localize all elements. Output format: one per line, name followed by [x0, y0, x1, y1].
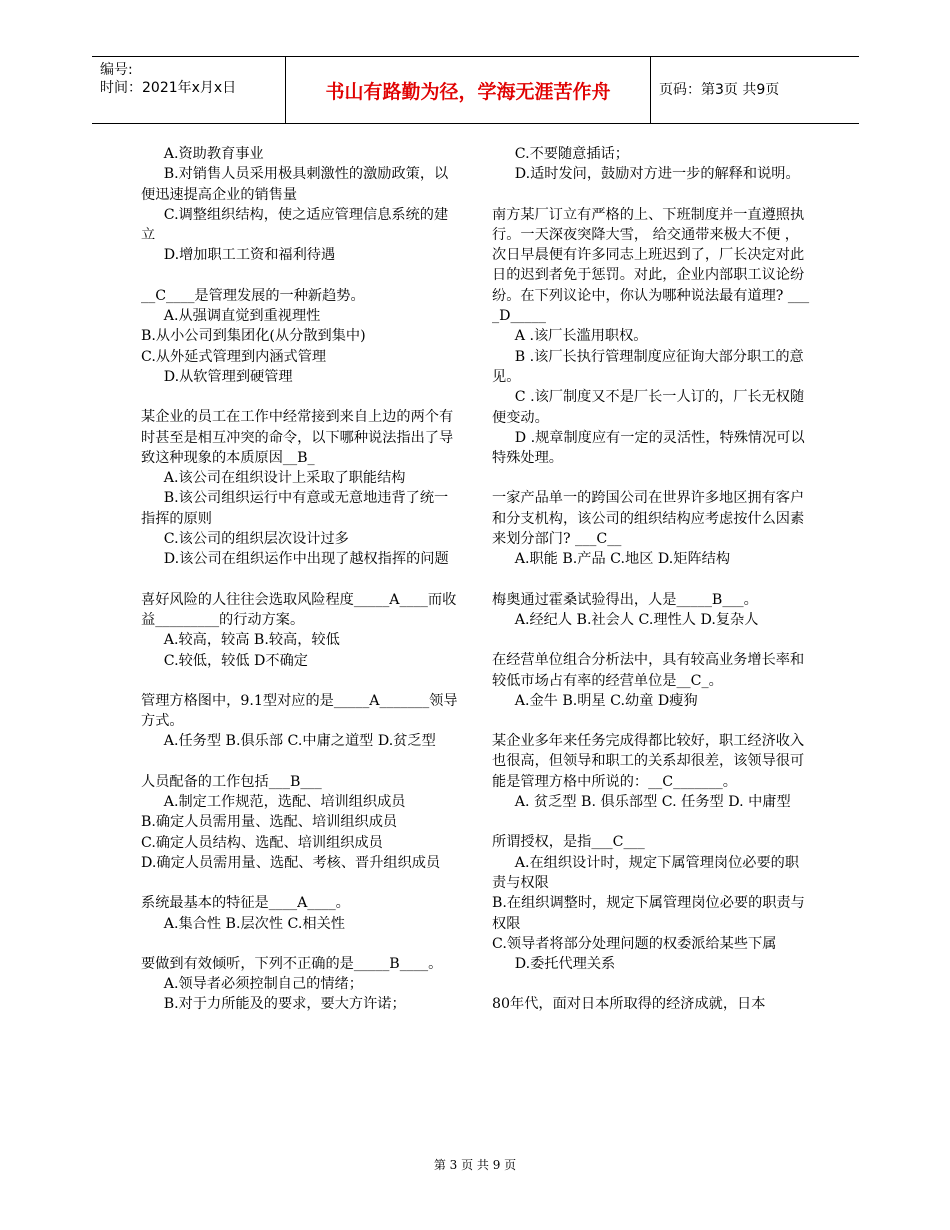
paragraph-gap — [141, 752, 459, 772]
text-line: A.职能 B.产品 C.地区 D.矩阵结构 — [514, 551, 731, 568]
header-page-number: 页码：第3页 共9页 — [659, 82, 780, 98]
header-divider — [650, 57, 651, 123]
text-line: A.在组织设计时，规定下属管理岗位必要的职责与权限 — [492, 854, 800, 891]
text-line: 某企业多年来任务完成得都比较好，职工经济收入也很高，但领导和职工的关系却很差，该领导很可能是管理方格中所说的：__C_______。 — [492, 733, 805, 790]
text-line: 80年代，面对日本所取得的经济成就，日本 — [492, 996, 766, 1013]
text-line: B.对销售人员采用极具刺激性的激励政策，以便迅速提高企业的销售量 — [141, 166, 449, 203]
text-line: 所谓授权，是指___C___ — [492, 834, 645, 851]
text-line: A.资助教育事业 — [163, 146, 264, 162]
text-line: A.领导者必须控制自己的情绪； — [163, 976, 363, 993]
text-line: A.较高，较高 B.较高，较低 — [163, 632, 340, 649]
paragraph-gap — [141, 873, 459, 893]
text-line: A.集合性 B.层次性 C.相关性 — [163, 915, 345, 932]
paragraph-gap — [492, 468, 812, 488]
text-line: B .该厂长执行管理制度应征询大部分职工的意见。 — [492, 348, 804, 385]
text-line: A .该厂长滥用职权。 — [514, 328, 648, 345]
text-line: 一家产品单一的跨国公司在世界许多地区拥有客户和分支机构，该公司的组织结构应考虑按什么因素来划分部门? ___C__ — [492, 490, 805, 548]
text-line: C.较低，较低 D不确定 — [163, 652, 308, 669]
text-line: B.在组织调整时，规定下属管理岗位必要的职责与权限 — [492, 895, 805, 932]
text-line: 南方某厂订立有严格的上、下班制度并一直遵照执行。一天深夜突降大雪， 给交通带来极大不便 ， 次日早晨便有许多同志上班迟到了，厂长决定对此日的迟到者免于惩罚。对此，企业内部职工议论纷纷。在下列议论中，你认为哪种说法最有道理? ____D_____ — [492, 206, 810, 325]
text-line: A.该公司在组织设计上采取了职能结构 — [163, 470, 406, 487]
text-line: B.从小公司到集团化(从分散到集中) — [141, 328, 366, 345]
header-motto: 书山有路勤为径，学海无涯苦作舟 — [325, 80, 611, 103]
text-line: 梅奥通过霍桑试验得出，人是_____B___。 — [492, 591, 758, 608]
text-line: 喜好风险的人往往会选取风险程度_____A____而收益_________的行动方案。 — [141, 591, 457, 628]
text-line: C.确定人员结构、选配、培训组织成员 — [141, 834, 383, 851]
text-line: 管理方格图中，9.1型对应的是_____A_______领导方式。 — [141, 692, 458, 730]
text-line: D.增加职工工资和福利待遇 — [163, 247, 336, 264]
text-line: C .该厂制度又不是厂长一人订的，厂长无权随便变动。 — [492, 389, 805, 426]
doc-time-label: 时间：2021年x月x日 — [100, 80, 237, 96]
text-line: A.制定工作规范，选配、培训组织成员 — [163, 794, 406, 811]
paragraph-gap — [492, 570, 812, 590]
paragraph-gap — [141, 266, 459, 286]
text-line: A.经纪人 B.社会人 C.理性人 D.复杂人 — [514, 611, 759, 628]
text-line: B.该公司组织运行中有意或无意地违背了统一指挥的原则 — [141, 490, 449, 527]
text-line: 某企业的员工在工作中经常接到来自上边的两个有时甚至是相互冲突的命令，以下哪种说法指出了导致这种现象的本质原因__B_ — [141, 409, 454, 466]
paragraph-gap — [492, 974, 812, 994]
text-line: __C____是管理发展的一种新趋势。 — [141, 287, 365, 304]
paragraph-gap — [492, 711, 812, 731]
text-line: 要做到有效倾听，下列不正确的是_____B____。 — [141, 955, 443, 972]
page-footer: 第 3 页 共 9 页 — [433, 1158, 517, 1172]
text-line: D.确定人员需用量、选配、考核、晋升组织成员 — [141, 854, 441, 871]
text-line: D.该公司在组织运作中出现了越权指挥的问题 — [163, 551, 449, 568]
paragraph-gap — [141, 934, 459, 954]
text-line: C.从外延式管理到内涵式管理 — [141, 348, 327, 365]
header-meta — [100, 61, 285, 97]
text-line: A.金牛 B.明星 C.幼童 D瘦狗 — [514, 692, 698, 709]
paragraph-gap — [141, 570, 459, 590]
text-line: D .规章制度应有一定的灵活性，特殊情况可以特殊处理。 — [492, 429, 805, 467]
text-line: 人员配备的工作包括___B___ — [141, 773, 322, 790]
text-line: B.确定人员需用量、选配、培训组织成员 — [141, 814, 398, 831]
paragraph-gap — [492, 185, 812, 205]
text-line: A. 贫乏型 B. 俱乐部型 C. 任务型 D. 中庸型 — [514, 794, 791, 811]
right-column — [492, 144, 812, 1015]
text-line: 系统最基本的特征是____A____。 — [141, 895, 350, 912]
text-line: B.对于力所能及的要求，要大方许诺； — [163, 996, 406, 1013]
doc-number-label: 编号: — [100, 62, 133, 78]
paragraph-gap — [141, 671, 459, 691]
left-column — [141, 144, 459, 1015]
text-line: D.从软管理到硬管理 — [163, 368, 293, 385]
paragraph-gap — [492, 812, 812, 832]
text-line: C.不要随意插话； — [514, 146, 629, 162]
text-line: A.从强调直觉到重视理性 — [163, 308, 321, 325]
text-line: D.适时发问，鼓励对方进一步的解释和说明。 — [514, 166, 800, 183]
text-line: 在经营单位组合分析法中，具有较高业务增长率和较低市场占有率的经营单位是__C_。 — [492, 652, 805, 689]
paragraph-gap — [492, 630, 812, 650]
page-header — [92, 56, 859, 124]
text-line: C.该公司的组织层次设计过多 — [163, 531, 349, 548]
text-line: A.任务型 B.俱乐部 C.中庸之道型 D.贫乏型 — [163, 733, 436, 750]
paragraph-gap — [141, 387, 459, 407]
text-line: D.委托代理关系 — [514, 956, 616, 973]
text-line: C.领导者将部分处理问题的权委派给某些下属 — [492, 935, 777, 952]
text-line: C.调整组织结构，使之适应管理信息系统的建立 — [141, 206, 449, 244]
